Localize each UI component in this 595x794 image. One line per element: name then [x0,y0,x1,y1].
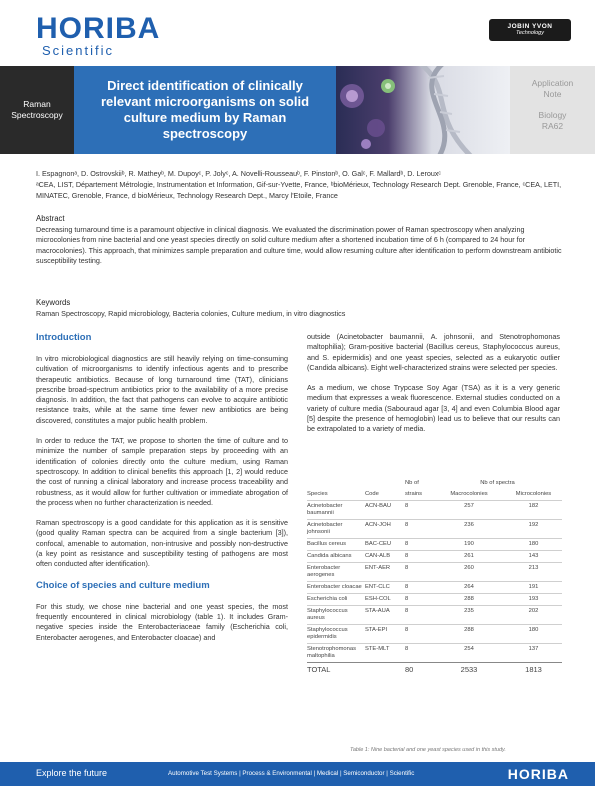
cell-code: STA-EPI [365,625,405,644]
logo-subtitle: Scientific [42,43,115,58]
footer-tagline: Explore the future [36,768,108,778]
col-code: Code [365,491,379,497]
footer-sectors: Automotive Test Systems | Process & Environmental | Medical | Semiconductor | Scientific [168,770,415,777]
table-row [307,582,562,594]
cell-strains: 8 [405,563,433,582]
cell-macro: 261 [433,551,505,563]
table-row [307,644,562,663]
intro-paragraph-1: In vitro microbiological diagnostics are still heavily relying on time-consuming cultivation of microorganisms to identify infectious agents and to prescribe therapeutic antibiotics. Because of long turnaround time (TAT), clinicians prescribe broad-spectrum antibiotics prior to the availability of a more precise diagnosis. In addition, the fact that pathogens can evolve to acquire antibiotic resistance traits, while at the same time fewer new antibiotics are being discovered, constitutes a major public health problem. [36,354,288,425]
abstract-text: Decreasing turnaround time is a paramount objective in clinical diagnosis. We evaluated the discrimination power of Raman spectroscopy when analyzing microcolonies from nine bacterial and one yeast species directly on solid culture medium after a shortened incubation time of 6 h (compared to 24 hour for macrocolonies). This approach, that minimizes sample preparation and culture time, would allow resuming culture after identification to perform downstream antibiotic susceptibility testing. [36,225,562,265]
intro-paragraph-2: In order to reduce the TAT, we propose to shorten the time of culture and to minimize the number of sample preparation steps by proceeding with an identification of colonies directly onto the culture medium, using Raman spectroscopy. In addition to clinical benefits this approach [1, 2] would reduce the cost of running a clinical laboratory and increase process traceability and robustness, as it would allow for further cultivation or immediate abrogation of the process when no further characterization is needed. [36,436,288,507]
cell-micro: 191 [505,582,562,594]
keywords-section [36,298,564,319]
cell-species: Candida albicans [307,551,365,563]
cell-code: STA-AUA [365,606,405,625]
table-total-row [307,663,562,676]
col-species: Species [307,491,328,497]
author-names: I. Espagnonᵃ, D. Ostrovskiiᵇ, R. Matheyᵇ, M. Dupoyᶜ, P. Jolyᶜ, A. Novelli-Rousseauᵇ, F. Pinstonᵇ, O. Galᶜ, F. Mallardᵇ, D. Lerouxᶜ [36,169,441,178]
note-line-2: Note [543,89,562,99]
abstract-heading: Abstract [36,214,65,223]
choice-heading: Choice of species and culture medium [36,579,210,591]
cell-species: Escherichia coli [307,594,365,606]
badge-line-2: Technology [516,30,544,36]
microbe-dna-illustration [336,66,510,154]
cell-micro: 143 [505,551,562,563]
cell-species: Bacillus cereus [307,539,365,551]
table-row [307,520,562,539]
choice-paragraph-1: For this study, we chose nine bacterial and one yeast species, the most frequently encountered in clinical microbiology (table 1). It includes Gram-negative species inside the Enterobacteriaceae family (Escherichia coli, Enterobacter aerogenes, and Enterobacter cloacae) and [36,601,288,642]
cell-species: Staphylococcus epidermidis [307,625,365,644]
cell-macro: 264 [433,582,505,594]
cell-micro: 202 [505,606,562,625]
table-head-row-2 [307,489,562,501]
cell-strains: 8 [405,582,433,594]
table-row [307,551,562,563]
category-line-2: Spectroscopy [11,110,63,120]
cell-macro: 190 [433,539,505,551]
table-head-row-1 [307,478,562,489]
introduction-heading: Introduction [36,332,92,343]
header-illustration [336,66,510,154]
footer-bar [0,762,595,786]
col-micro: Microcolonies [515,491,552,497]
logo-brand: HORIBA [36,12,161,45]
document-title: Direct identification of clinically relevant microorganisms on solid culture medium by Raman spectroscopy [74,66,336,154]
abstract-section [36,214,564,266]
total-micro: 1813 [505,663,562,676]
cell-micro: 193 [505,594,562,606]
cell-code: ENT-AER [365,563,405,582]
cell-macro: 257 [433,501,505,520]
horiba-scientific-logo [36,14,160,58]
cell-macro: 236 [433,520,505,539]
cell-macro: 254 [433,644,505,663]
keywords-heading: Keywords [36,298,71,307]
badge-line-1: JOBIN YVON [507,23,553,30]
cell-code: CAN-ALB [365,551,405,563]
cell-strains: 8 [405,539,433,551]
choice-paragraph-3: As a medium, we chose Trypcase Soy Agar (TSA) as it is a very generic medium that expresses a weak fluorescence. External studies conducted on a variety of culture media (Sabouraud agar [3, 4] and even Columbia Blood agar [5] despite the presence of hemoglobin) lead us to believe that our results can be extrapolated to a variety of media. [307,383,560,434]
table-caption: Table 1: Nine bacterial and one yeast species used in this study. [350,747,506,753]
category-box [0,66,74,154]
cell-code: ACN-JOH [365,520,405,539]
cell-species: Acinetobacter baumannii [307,501,365,520]
cell-micro: 192 [505,520,562,539]
title-band [0,66,595,156]
table-row [307,501,562,520]
table-row [307,594,562,606]
note-line-3: Biology [538,110,567,120]
cell-micro: 182 [505,501,562,520]
species-table [307,478,562,675]
keywords-text: Raman Spectroscopy, Rapid microbiology, Bacteria colonies, Culture medium, in vitro diagnostics [36,309,346,318]
cell-macro: 288 [433,594,505,606]
table-row [307,539,562,551]
cell-strains: 8 [405,501,433,520]
author-affiliations: ᵃCEA, LIST, Département Métrologie, Instrumentation et Information, Gif-sur-Yvette, France, ᵇbioMérieux, Technology Research Dept. Grenoble, France, ᶜCEA, LETI, MINATEC, Grenoble, France, d bioMérieux, Technology Research Dept., Marcy l'Etoile, France [36,180,562,200]
cell-code: STE-MLT [365,644,405,663]
category-line-1: Raman [23,99,51,109]
cell-code: ENT-CLC [365,582,405,594]
cell-strains: 8 [405,606,433,625]
intro-paragraph-3: Raman spectroscopy is a good candidate for this application as it is sensitive (good quality Raman spectra can be acquired from a single bacterium [3]), confocal, amenable to automation, non-intrusive and possibly non-destructive (a key point as resistance and susceptibility testing of pathogens are most often conducted after identification). [36,518,288,569]
total-strains: 80 [405,663,433,676]
authors-block [36,168,566,201]
cell-macro: 260 [433,563,505,582]
cell-strains: 8 [405,594,433,606]
footer-logo: HORIBA [507,766,569,782]
note-line-1: Application [531,78,574,88]
col-macro: Macrocolonies [450,491,488,497]
cell-micro: 137 [505,644,562,663]
left-column [36,332,288,653]
choice-paragraph-2: outside (Acinetobacter baumannii, A. johnsonii, and Stenotrophomonas maltophilia); Gram-positive bacterial (Bacillus cereus, Staphylococcus aureus, and S. epidermidis) and one yeast species, selected as a eukaryotic outlier (Candida albicans). Eight well-characterized strains were selected per species. [307,332,560,372]
cell-species: Enterobacter cloacae [307,582,365,594]
cell-micro: 213 [505,563,562,582]
cell-strains: 8 [405,520,433,539]
total-label: TOTAL [307,663,365,676]
cell-species: Acinetobacter johnsonii [307,520,365,539]
cell-strains: 8 [405,625,433,644]
cell-micro: 180 [505,625,562,644]
cell-species: Staphylococcus aureus [307,606,365,625]
head-nb: Nb of [405,480,419,486]
cell-code: ACN-BAU [365,501,405,520]
table-row [307,606,562,625]
cell-species: Stenotrophomonas maltophilia [307,644,365,663]
application-note-box [510,66,595,154]
jobin-yvon-badge [489,19,571,41]
cell-species: Enterobacter aerogenes [307,563,365,582]
cell-code: ESH-COL [365,594,405,606]
cell-code: BAC-CEU [365,539,405,551]
col-strains: strains [405,491,423,497]
cell-macro: 235 [433,606,505,625]
table-row [307,563,562,582]
cell-macro: 288 [433,625,505,644]
head-spectra: Nb of spectra [480,480,515,486]
right-column [307,332,560,445]
cell-strains: 8 [405,644,433,663]
total-macro: 2533 [433,663,505,676]
note-line-4: RA62 [541,121,564,131]
cell-micro: 180 [505,539,562,551]
cell-strains: 8 [405,551,433,563]
table-row [307,625,562,644]
